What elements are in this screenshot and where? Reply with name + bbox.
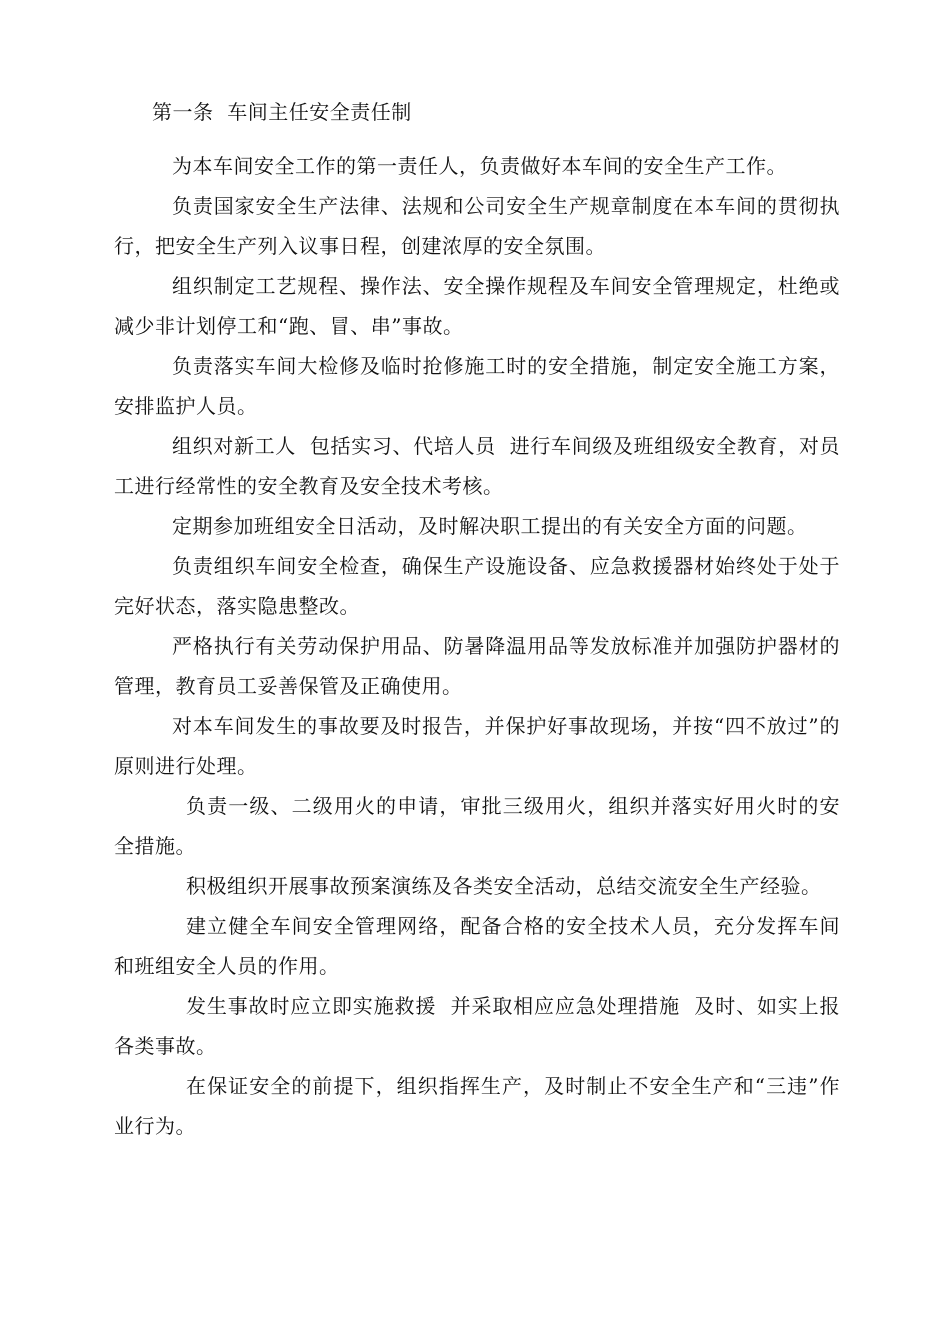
paragraph-4: 负责落实车间大检修及临时抢修施工时的安全措施，制定安全施工方案，安排监护人员。 <box>114 354 840 418</box>
paragraph-1: 为本车间安全工作的第一责任人，负责做好本车间的安全生产工作。 <box>172 154 787 178</box>
paragraph-7: 负责组织车间安全检查，确保生产设施设备、应急救援器材始终处于处于完好状态，落实隐患整改。 <box>114 554 840 618</box>
paragraph-9: 对本车间发生的事故要及时报告，并保护好事故现场，并按“四不放过”的原则进行处理。 <box>114 714 840 778</box>
paragraph-11: 积极组织开展事故预案演练及各类安全活动，总结交流安全生产经验。 <box>186 874 822 898</box>
paragraph-2: 负责国家安全生产法律、法规和公司安全生产规章制度在本车间的贯彻执行，把安全生产列入议事日程，创建浓厚的安全氛围。 <box>114 194 840 258</box>
paragraph-14: 在保证安全的前提下，组织指挥生产，及时制止不安全生产和“三违”作业行为。 <box>114 1074 840 1138</box>
paragraph-3: 组织制定工艺规程、操作法、安全操作规程及车间安全管理规定，杜绝或减少非计划停工和“跑、冒、串”事故。 <box>114 274 840 338</box>
article-heading: 第一条 车间主任安全责任制 <box>152 100 412 124</box>
paragraph-10: 负责一级、二级用火的申请，审批三级用火，组织并落实好用火时的安全措施。 <box>114 794 840 858</box>
paragraph-12: 建立健全车间安全管理网络，配备合格的安全技术人员，充分发挥车间和班组安全人员的作用。 <box>114 914 840 978</box>
paragraph-13: 发生事故时应立即实施救援 并采取相应应急处理措施 及时、如实上报各类事故。 <box>114 994 840 1058</box>
paragraph-6: 定期参加班组安全日活动，及时解决职工提出的有关安全方面的问题。 <box>172 514 808 538</box>
paragraph-5: 组织对新工人 包括实习、代培人员 进行车间级及班组级安全教育，对员工进行经常性的安全教育及安全技术考核。 <box>114 434 840 498</box>
document-body <box>114 92 840 1146</box>
paragraph-8: 严格执行有关劳动保护用品、防暑降温用品等发放标准并加强防护器材的管理，教育员工妥善保管及正确使用。 <box>114 634 840 698</box>
